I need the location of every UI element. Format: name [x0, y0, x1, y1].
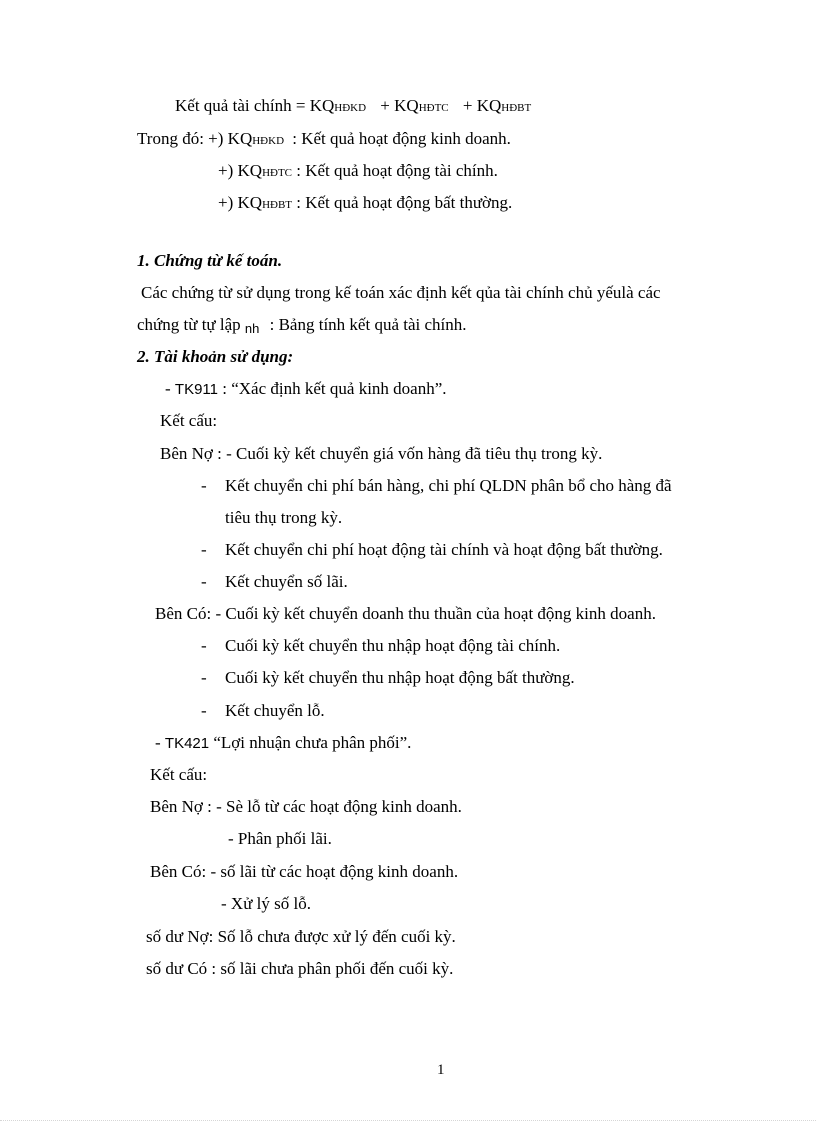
- bullet: -: [201, 668, 207, 687]
- tk421-so-du-no: số dư Nợ: Số lỗ chưa được xử lý đến cuối kỳ.: [146, 927, 456, 946]
- tk911-desc: : “Xác định kết quả kinh doanh”.: [218, 379, 447, 398]
- tk911-co-item-2: Cuối kỳ kết chuyển thu nhập hoạt động bất thường.: [225, 668, 575, 687]
- bullet: -: [201, 540, 207, 559]
- formula-lhs: Kết quả tài chính = KQ: [175, 96, 335, 115]
- tk421-desc: “Lợi nhuận chưa phân phối”.: [209, 733, 412, 752]
- section1-line-2-rest: : Bảng tính kết quả tài chính.: [269, 315, 467, 334]
- tk911-dash: -: [165, 379, 175, 398]
- tk911-no-item-2: Kết chuyển chi phí hoạt động tài chính và hoạt động bất thường.: [225, 540, 663, 559]
- where-prefix-2: +) KQ: [218, 161, 263, 180]
- formula-sub-hdtc: HĐTC: [418, 102, 449, 114]
- formula-sub-hdkd: HĐKD: [334, 102, 367, 114]
- tk911-title: [165, 379, 447, 400]
- section1-line-1: Các chứng từ sử dụng trong kế toán xác định kết qủa tài chính chủ yếulà các: [141, 283, 661, 302]
- where-sub-2: HĐTC: [262, 167, 293, 179]
- formula-line: [175, 96, 531, 118]
- section1-line-2: [137, 315, 467, 336]
- tk911-ben-no: Bên Nợ : - Cuối kỳ kết chuyển giá vốn hàng đã tiêu thụ trong kỳ.: [160, 444, 603, 463]
- where-prefix-3: +) KQ: [218, 193, 263, 212]
- where-line-1: [137, 129, 511, 151]
- where-text-2: : Kết quả hoạt động tài chính.: [296, 161, 498, 180]
- bullet: -: [201, 476, 207, 495]
- where-sub-3: HĐBT: [262, 199, 293, 211]
- formula-plus-2: + KQ: [462, 96, 502, 115]
- tk421-ben-co-1: Bên Có: - số lãi từ các hoạt động kinh doanh.: [150, 862, 459, 881]
- where-text-1: : Kết quả hoạt động kinh doanh.: [292, 129, 511, 148]
- tk911-no-item-3: Kết chuyển số lãi.: [225, 572, 348, 591]
- tk421-title: [155, 733, 411, 754]
- section1-nh-mark: nh: [244, 321, 260, 336]
- tk421-ben-co-2: - Xử lý số lỗ.: [221, 894, 311, 913]
- where-line-2: [218, 161, 498, 183]
- bullet: -: [201, 572, 207, 591]
- tk911-no-item-1: Kết chuyển chi phí bán hàng, chi phí QLDN phân bổ cho hàng đã: [225, 476, 672, 495]
- tk421-so-du-co: số dư Có : số lãi chưa phân phối đến cuối kỳ.: [146, 959, 454, 978]
- formula-sub-hdbt: HĐBT: [501, 102, 532, 114]
- tk421-ben-no-2: - Phân phối lãi.: [228, 829, 332, 848]
- tk911-co-item-3: Kết chuyển lỗ.: [225, 701, 325, 720]
- tk911-ben-co: Bên Có: - Cuối kỳ kết chuyển doanh thu thuần của hoạt động kinh doanh.: [155, 604, 656, 623]
- tk911-no-item-1-cont: tiêu thụ trong kỳ.: [225, 508, 343, 527]
- tk421-code: TK421: [164, 735, 210, 752]
- tk421-ben-no-1: Bên Nợ : - Sè lỗ từ các hoạt động kinh doanh.: [150, 797, 462, 816]
- page-footer-divider: [0, 1120, 816, 1121]
- section1-line-2-text: chứng từ tự lập: [137, 315, 241, 334]
- where-label: Trong đó: +) KQ: [137, 129, 253, 148]
- page-number: 1: [437, 1062, 445, 1078]
- formula-plus-1: + KQ: [380, 96, 419, 115]
- tk911-code: TK911: [174, 381, 219, 398]
- tk911-ketcau: Kết cấu:: [160, 411, 218, 430]
- tk421-ketcau: Kết cấu:: [150, 765, 208, 784]
- bullet: -: [201, 636, 207, 655]
- section1-heading: 1. Chứng từ kế toán.: [137, 251, 283, 270]
- where-line-3: [218, 193, 512, 215]
- where-text-3: : Kết quả hoạt động bất thường.: [296, 193, 513, 212]
- tk911-co-item-1: Cuối kỳ kết chuyển thu nhập hoạt động tài chính.: [225, 636, 561, 655]
- section2-heading: 2. Tài khoản sử dụng:: [137, 347, 294, 366]
- bullet: -: [201, 701, 207, 720]
- tk421-dash: -: [155, 733, 165, 752]
- where-sub-1: HĐKD: [252, 135, 285, 147]
